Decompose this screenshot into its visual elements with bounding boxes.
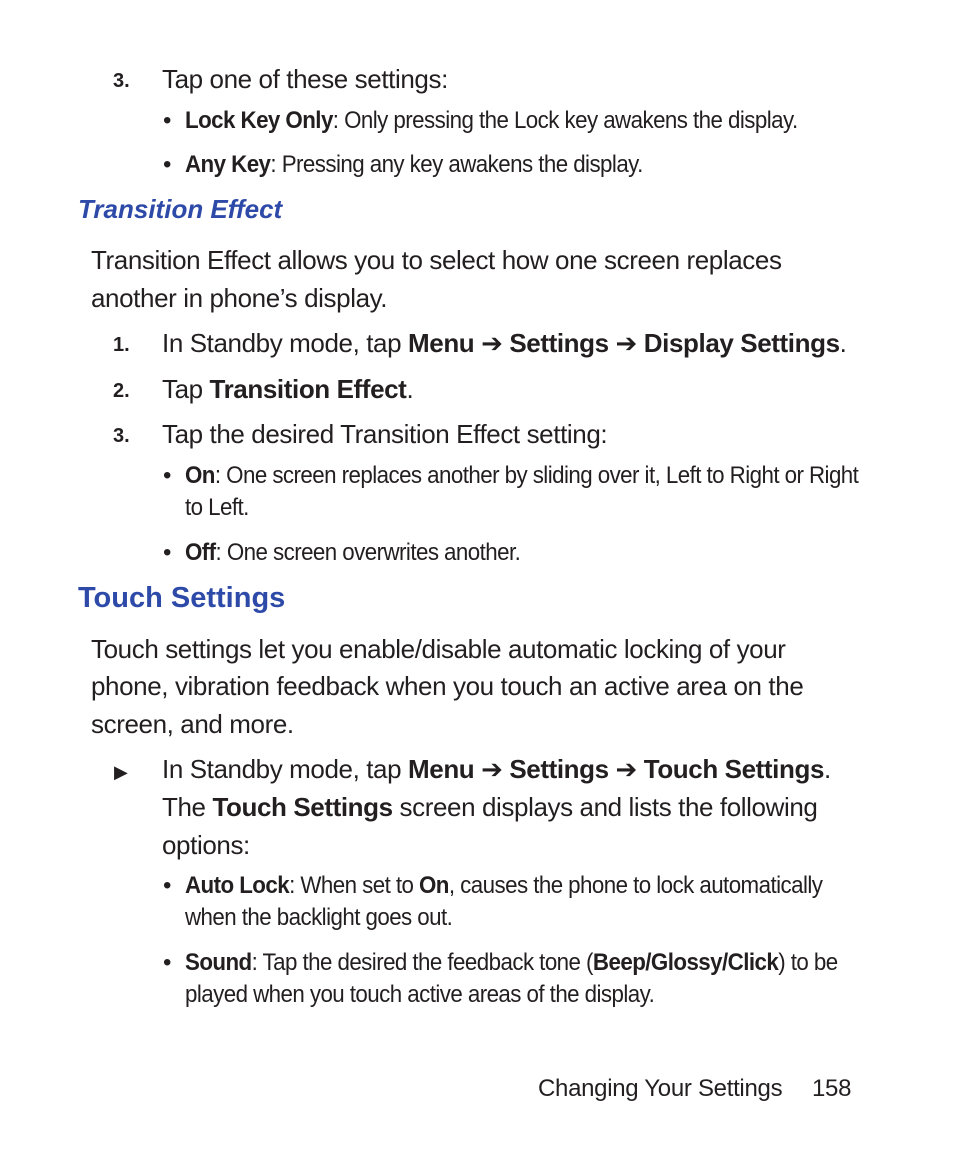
section-heading: Touch Settings xyxy=(78,582,286,614)
bullet-icon: • xyxy=(163,872,172,899)
section-subheading: Transition Effect xyxy=(78,194,283,224)
paragraph-line: Touch settings let you enable/disable automatic locking of your xyxy=(91,634,786,664)
option-on: On: One screen replaces another by sliding over it, Left to Right or Right xyxy=(185,462,859,489)
footer-section-title: Changing Your Settings xyxy=(538,1075,783,1102)
step-text: Tap one of these settings: xyxy=(162,64,448,94)
paragraph-line: another in phone’s display. xyxy=(91,283,388,313)
bullet-icon: • xyxy=(163,462,172,489)
option-off: Off: One screen overwrites another. xyxy=(185,539,521,566)
option-sound-continued: played when you touch active areas of the display. xyxy=(185,981,655,1008)
bullet-icon: • xyxy=(163,949,172,976)
step-number: 2. xyxy=(113,380,130,402)
option-lock-key-only: Lock Key Only: Only pressing the Lock key awakens the display. xyxy=(185,107,798,134)
step-text: Tap Transition Effect. xyxy=(162,374,414,404)
option-on-continued: to Left. xyxy=(185,494,249,521)
step-number: 3. xyxy=(113,70,130,92)
play-arrow-icon: ▶ xyxy=(114,762,128,782)
bullet-icon: • xyxy=(163,151,172,178)
step-number: 1. xyxy=(113,334,130,356)
bullet-icon: • xyxy=(163,107,172,134)
step-number: 3. xyxy=(113,425,130,447)
step-text-continued: options: xyxy=(162,830,250,860)
option-auto-lock: Auto Lock: When set to On, causes the phone to lock automatically xyxy=(185,872,823,899)
paragraph-line: screen, and more. xyxy=(91,709,294,739)
step-text: In Standby mode, tap Menu ➔ Settings ➔ Touch Settings. xyxy=(162,754,831,784)
option-sound: Sound: Tap the desired the feedback tone (Beep/Glossy/Click) to be xyxy=(185,949,838,976)
paragraph-line: phone, vibration feedback when you touch an active area on the xyxy=(91,671,804,701)
step-text-continued: The Touch Settings screen displays and lists the following xyxy=(162,792,818,822)
bullet-icon: • xyxy=(163,539,172,566)
paragraph-line: Transition Effect allows you to select how one screen replaces xyxy=(91,245,782,275)
option-auto-lock-continued: when the backlight goes out. xyxy=(185,904,453,931)
option-any-key: Any Key: Pressing any key awakens the display. xyxy=(185,151,643,178)
step-text: Tap the desired Transition Effect setting: xyxy=(162,419,608,449)
page-number: 158 xyxy=(812,1075,852,1102)
step-text: In Standby mode, tap Menu ➔ Settings ➔ Display Settings. xyxy=(162,328,847,358)
